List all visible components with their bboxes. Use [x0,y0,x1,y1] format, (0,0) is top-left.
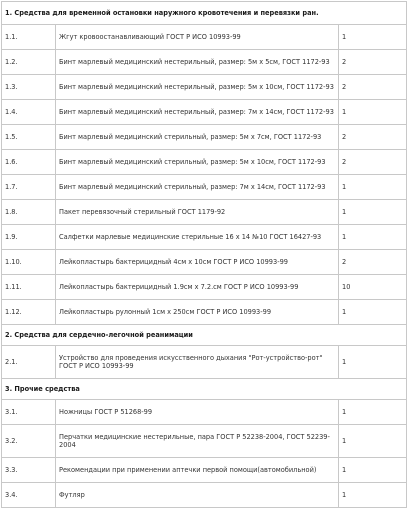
table-row [2,250,407,275]
item-quantity: 1 [339,425,407,458]
table-row [2,346,407,379]
table-row [2,100,407,125]
item-number: 1.5. [2,125,56,150]
item-number: 3.2. [2,425,56,458]
table-row [2,25,407,50]
item-quantity: 1 [339,400,407,425]
item-quantity: 1 [339,483,407,508]
item-name: Лейкопластырь бактерицидный 4см х 10см ГОСТ Р ИСО 10993-99 [56,250,339,275]
section-title: 3. Прочие средства [2,379,407,400]
item-name: Лейкопластырь рулонный 1см х 250см ГОСТ Р ИСО 10993-99 [56,300,339,325]
section-header [2,379,407,400]
item-name: Бинт марлевый медицинский нестерильный, размер: 5м х 5см, ГОСТ 1172-93 [56,50,339,75]
item-name: Бинт марлевый медицинский стерильный, размер: 5м х 10см, ГОСТ 1172-93 [56,150,339,175]
item-number: 1.12. [2,300,56,325]
table-row [2,425,407,458]
item-quantity: 1 [339,200,407,225]
table-row [2,75,407,100]
item-number: 1.7. [2,175,56,200]
table-row [2,200,407,225]
item-number: 2.1. [2,346,56,379]
item-number: 3.3. [2,458,56,483]
item-quantity: 10 [339,275,407,300]
item-quantity: 2 [339,125,407,150]
section-header [2,325,407,346]
item-quantity: 2 [339,150,407,175]
item-quantity: 1 [339,175,407,200]
item-quantity: 2 [339,75,407,100]
item-name: Лейкопластырь бактерицидный 1.9см х 7.2.см ГОСТ Р ИСО 10993-99 [56,275,339,300]
item-quantity: 1 [339,225,407,250]
item-number: 1.6. [2,150,56,175]
table-row [2,458,407,483]
item-quantity: 2 [339,250,407,275]
item-quantity: 1 [339,300,407,325]
item-name: Бинт марлевый медицинский нестерильный, размер: 5м х 10см, ГОСТ 1172-93 [56,75,339,100]
first-aid-kit-table [1,1,407,508]
item-number: 1.9. [2,225,56,250]
section-title: 2. Средства для сердечно-легочной реанимации [2,325,407,346]
item-quantity: 1 [339,458,407,483]
item-name: Перчатки медицинские нестерильные, пара ГОСТ Р 52238-2004, ГОСТ 52239-2004 [56,425,339,458]
item-name: Пакет перевязочный стерильный ГОСТ 1179-92 [56,200,339,225]
item-number: 1.2. [2,50,56,75]
table-row [2,483,407,508]
item-quantity: 1 [339,346,407,379]
item-name: Бинт марлевый медицинский нестерильный, размер: 7м х 14см, ГОСТ 1172-93 [56,100,339,125]
item-name: Салфетки марлевые медицинские стерильные 16 х 14 №10 ГОСТ 16427-93 [56,225,339,250]
section-title: 1. Средства для временной остановки наружного кровотечения и перевязки ран. [2,2,407,25]
item-number: 1.1. [2,25,56,50]
table-row [2,300,407,325]
table-row [2,150,407,175]
item-name: Жгут кровоостанавливающий ГОСТ Р ИСО 10993-99 [56,25,339,50]
section-header [2,2,407,25]
table-row [2,225,407,250]
item-number: 3.1. [2,400,56,425]
item-name: Бинт марлевый медицинский стерильный, размер: 7м х 14см, ГОСТ 1172-93 [56,175,339,200]
item-number: 1.3. [2,75,56,100]
item-name: Ножницы ГОСТ Р 51268-99 [56,400,339,425]
item-name: Устройство для проведения искусственного дыхания "Рот-устройство-рот" ГОСТ Р ИСО 10993-99 [56,346,339,379]
item-number: 1.11. [2,275,56,300]
item-name: Бинт марлевый медицинский стерильный, размер: 5м х 7см, ГОСТ 1172-93 [56,125,339,150]
item-number: 1.4. [2,100,56,125]
item-quantity: 1 [339,100,407,125]
table-row [2,175,407,200]
table-row [2,275,407,300]
item-quantity: 2 [339,50,407,75]
item-name: Футляр [56,483,339,508]
table-row [2,50,407,75]
item-number: 1.10. [2,250,56,275]
item-number: 1.8. [2,200,56,225]
item-quantity: 1 [339,25,407,50]
table-row [2,400,407,425]
table-row [2,125,407,150]
item-name: Рекомендации при применении аптечки первой помощи(автомобильной) [56,458,339,483]
item-number: 3.4. [2,483,56,508]
